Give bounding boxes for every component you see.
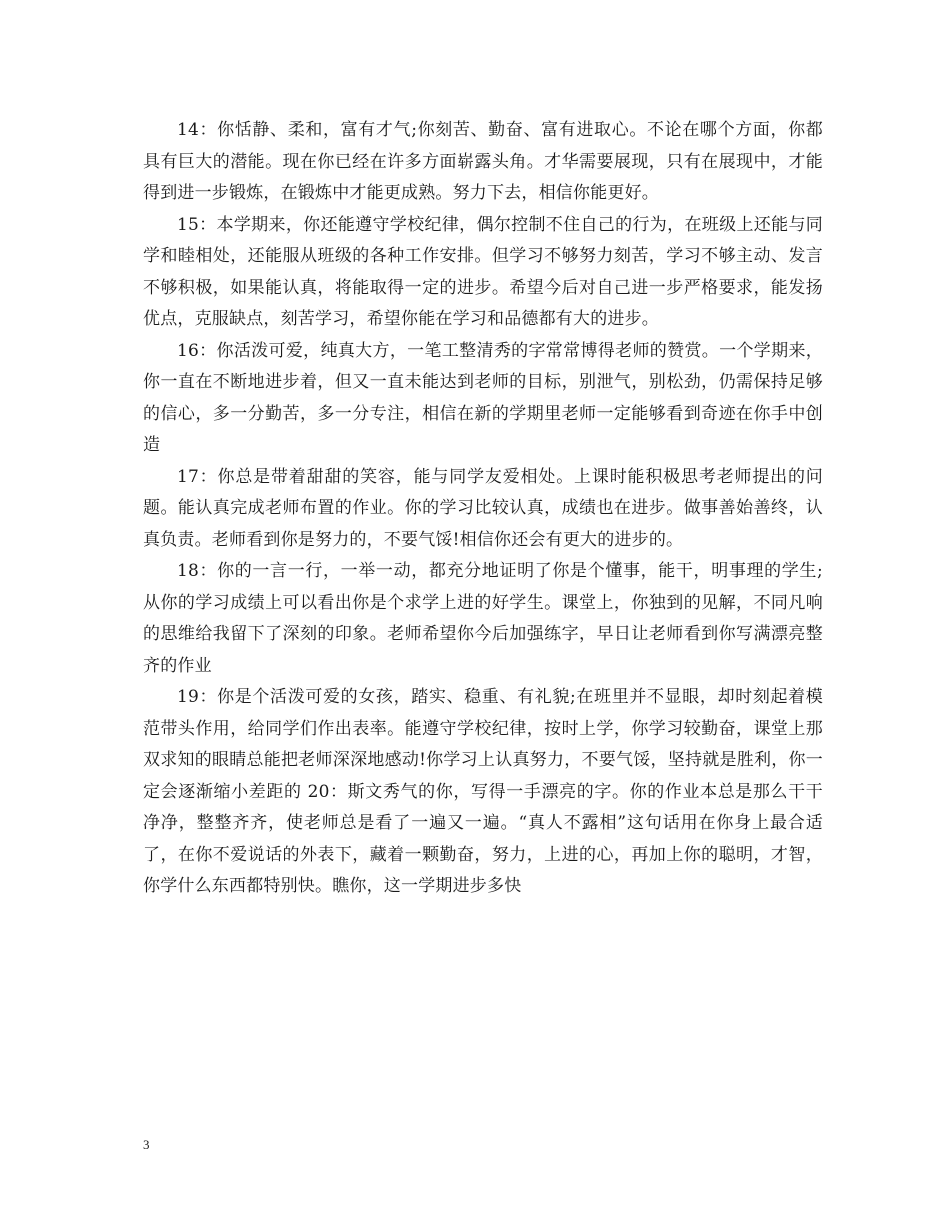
- comment-paragraph-18: 18：你的一言一行，一举一动，都充分地证明了你是个懂事，能干，明事理的学生;从你的学习成绩上可以看出你是个求学上进的好学生。课堂上，你独到的见解，不同凡响的思维给我留下了深刻的印象。老师希望你今后加强练字，早日让老师看到你写满漂亮整齐的作业: [143, 561, 823, 676]
- document-body: [143, 115, 823, 903]
- comment-paragraph-14: 14：你恬静、柔和，富有才气;你刻苦、勤奋、富有进取心。不论在哪个方面，你都具有巨大的潜能。现在你已经在许多方面崭露头角。才华需要展现，只有在展现中，才能得到进一步锻炼，在锻炼中才能更成熟。努力下去，相信你能更好。: [143, 120, 823, 203]
- page-number: 3: [143, 1137, 150, 1152]
- comment-paragraph-17: 17：你总是带着甜甜的笑容，能与同学友爱相处。上课时能积极思考老师提出的问题。能认真完成老师布置的作业。你的学习比较认真，成绩也在进步。做事善始善终，认真负责。老师看到你是努力的，不要气馁!相信你还会有更大的进步的。: [143, 466, 823, 550]
- comment-paragraph-19-20: 19：你是个活泼可爱的女孩，踏实、稳重、有礼貌;在班里并不显眼，却时刻起着模范带头作用，给同学们作出表率。能遵守学校纪律，按时上学，你学习较勤奋，课堂上那双求知的眼睛总能把老师深深地感动!你学习上认真努力，不要气馁，坚持就是胜利，你一定会逐渐缩小差距的 20：斯文秀气的你，写得一手漂亮的字。你的作业本总是那么干干净净，整整齐齐，使老师总是看了一遍又一遍。“真人不露相”这句话用在你身上最合适了，在你不爱说话的外表下，藏着一颗勤奋，努力，上进的心，再加上你的聪明，才智，你学什么东西都特别快。瞧你，这一学期进步多快: [143, 687, 823, 896]
- comment-paragraph-15: 15：本学期来，你还能遵守学校纪律，偶尔控制不住自己的行为，在班级上还能与同学和睦相处，还能服从班级的各种工作安排。但学习不够努力刻苦，学习不够主动、发言不够积极，如果能认真，将能取得一定的进步。希望今后对自己进一步严格要求，能发扬优点，克服缺点，刻苦学习，希望你能在学习和品德都有大的进步。: [143, 214, 823, 329]
- comment-paragraph-16: 16：你活泼可爱，纯真大方，一笔工整清秀的字常常博得老师的赞赏。一个学期来，你一直在不断地进步着，但又一直未能达到老师的目标，别泄气，别松劲，仍需保持足够的信心，多一分勤苦，多一分专注，相信在新的学期里老师一定能够看到奇迹在你手中创造: [143, 340, 823, 455]
